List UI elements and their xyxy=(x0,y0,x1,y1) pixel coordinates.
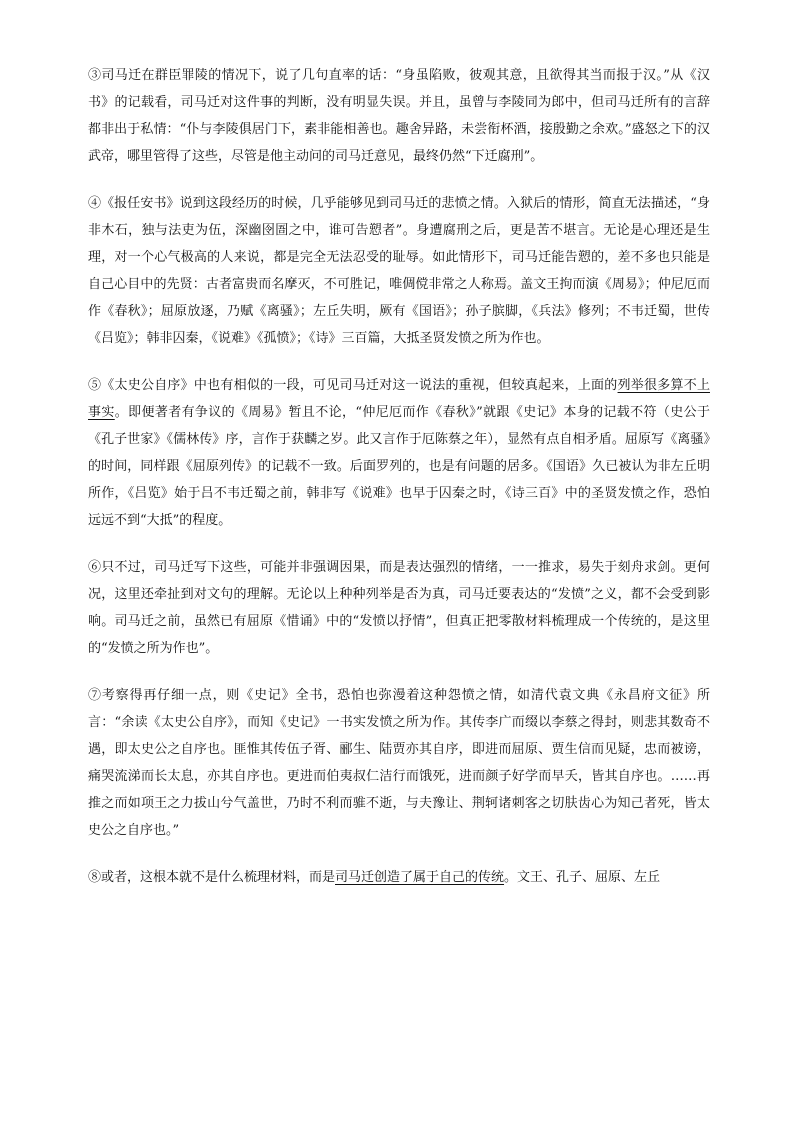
document-body xyxy=(88,62,710,911)
paragraph-4-text: ④《报任安书》说到这段经历的时候，几乎能够见到司马迁的悲愤之情。入狱后的情形，简直无法描述，“身非木石，独与法吏为伍，深幽囹圄之中，谁可告愬者”。身遭腐刑之后，更是苦不堪言。无论是心理还是生理，对一个心气极高的人来说，都是完全无法忍受的耻辱。如此情形下，司马迁能告愬的，差不多也只能是自己心目中的先贤：古者富贵而名摩灭，不可胜记，唯倜傥非常之人称焉。盖文王拘而演《周易》；仲尼厄而作《春秋》；屈原放逐，乃赋《离骚》；左丘失明，厥有《国语》；孙子膑脚，《兵法》修列；不韦迁蜀，世传《吕览》；韩非囚秦，《说难》《孤愤》；《诗》三百篇，大抵圣贤发愤之所为作也。 xyxy=(88,196,710,346)
paragraph-8 xyxy=(88,864,710,891)
paragraph-6 xyxy=(88,554,710,662)
underlined-phrase: 列举很多算不上事实 xyxy=(88,378,710,420)
paragraph-6-text: ⑥只不过，司马迁写下这些，可能并非强调因果，而是表达强烈的情绪，一一推求，易失于刻舟求剑。更何况，这里还牵扯到对文句的理解。无论以上种种列举是否为真，司马迁要表达的“发愤”之义，都不会受到影响。司马迁之前，虽然已有屈原《惜诵》中的“发愤以抒情”，但真正把零散材料梳理成一个传统的，是这里的“发愤之所为作也”。 xyxy=(88,560,710,656)
paragraph-7-text: ⑦考察得再仔细一点，则《史记》全书，恐怕也弥漫着这种怨愤之情，如清代袁文典《永昌府文征》所言：“余读《太史公自序》，而知《史记》一书实发愤之所为作。其传李广而缀以李蔡之得封，则悲其数奇不遇，即太史公之自序也。匪惟其传伍子胥、郦生、陆贾亦其自序，即进而屈原、贾生信而见疑，忠而被谤，痛哭流涕而长太息，亦其自序也。更进而伯夷叔仁洁行而饿死，进而颜子好学而早夭，皆其自序也。……再推之而如项王之力拔山兮气盖世，乃时不利而骓不逝，与夫豫让、荆轲诸刺客之切肤齿心为知己者死，皆太史公之自序也。” xyxy=(88,688,710,838)
paragraph-3 xyxy=(88,62,710,170)
paragraph-3-text: ③司马迁在群臣罪陵的情况下，说了几句直率的话：“身虽陷败，彼观其意，且欲得其当而报于汉。”从《汉书》的记载看，司马迁对这件事的判断，没有明显失误。并且，虽曾与李陵同为郎中，但司马迁所有的言辞都非出于私情：“仆与李陵俱居门下，素非能相善也。趣舍异路，未尝衔杯酒，接殷勤之余欢。”盛怒之下的汉武帝，哪里管得了这些，尽管是他主动问的司马迁意见，最终仍然“下迁腐刑”。 xyxy=(88,68,710,164)
paragraph-8-text-a: ⑧或者，这根本就不是什么梳理材料，而是 xyxy=(88,870,336,885)
paragraph-7 xyxy=(88,682,710,844)
paragraph-5 xyxy=(88,372,710,534)
paragraph-8-text-b: 。文王、孔子、屈原、左丘 xyxy=(504,870,661,885)
paragraph-5-text-b: 。即便著者有争议的《周易》暂且不论，“仲尼厄而作《春秋》”就跟《史记》本身的记载不符（史公于《孔子世家》《儒林传》序，言作于获麟之岁。此又言作于厄陈蔡之年），显然有点自相矛盾。屈原写《离骚》的时间，同样跟《屈原列传》的记载不一致。后面罗列的，也是有问题的居多。《国语》久已被认为非左丘明所作，《吕览》始于吕不韦迁蜀之前，韩非写《说难》也早于囚秦之时，《诗三百》中的圣贤发愤之作，恐怕远远不到“大抵”的程度。 xyxy=(88,405,710,528)
paragraph-5-text-a: ⑤《太史公自序》中也有相似的一段，可见司马迁对这一说法的重视，但较真起来，上面的 xyxy=(88,378,618,393)
paragraph-4 xyxy=(88,190,710,352)
underlined-phrase: 司马迁创造了属于自己的传统 xyxy=(335,870,505,885)
